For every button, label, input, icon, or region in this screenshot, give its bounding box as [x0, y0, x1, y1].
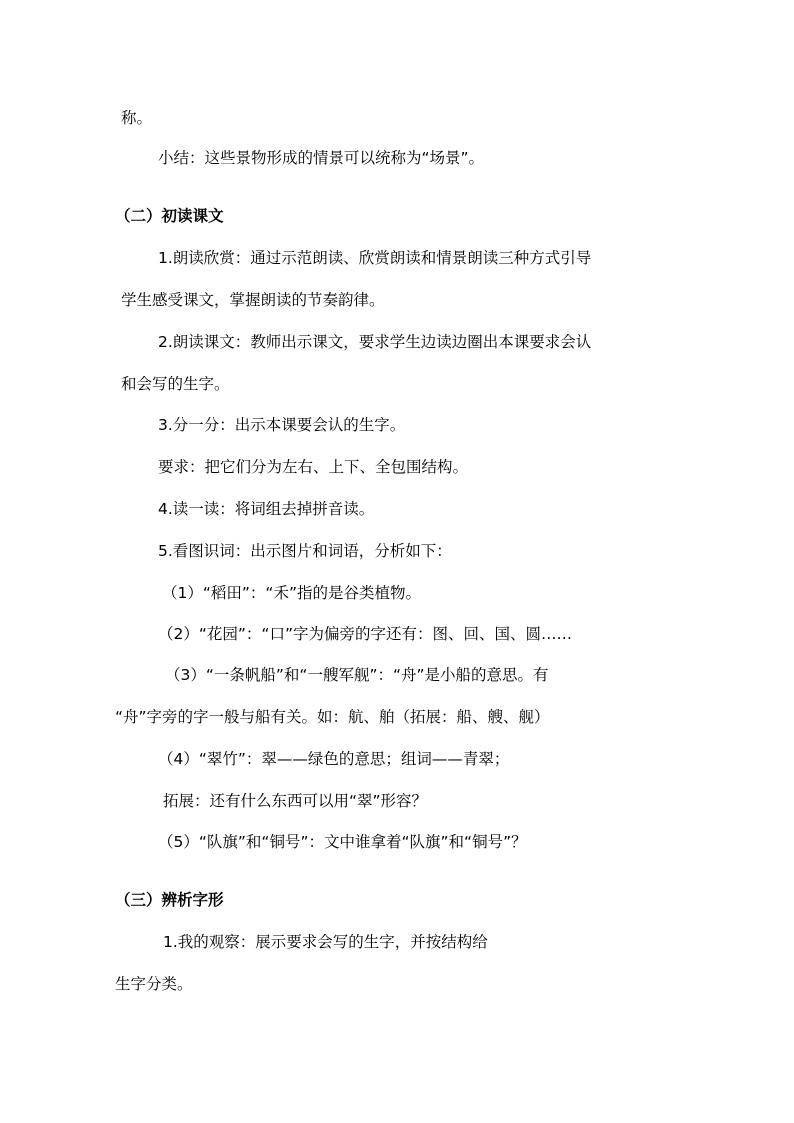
observe-line-2: 生字分类。: [115, 975, 193, 993]
section-heading-3: （三）辨析字形: [115, 891, 224, 909]
text-line: 称。: [121, 109, 153, 127]
step-2-line-1: 2.朗读课文：教师出示课文，要求学生边读边圈出本课要求会认: [158, 333, 592, 351]
requirement-line: 要求：把它们分为左右、上下、全包围结构。: [158, 458, 469, 476]
extension-line: 拓展：还有什么东西可以用“翠”形容？: [163, 792, 428, 810]
summary-line: 小结：这些景物形成的情景可以统称为“场景”。: [158, 149, 485, 167]
observe-line-1: 1.我的观察：展示要求会写的生字，并按结构给: [163, 933, 488, 951]
analysis-item-1: （1）“稻田”：“禾”指的是谷类植物。: [162, 584, 421, 602]
analysis-item-4: （4）“翠竹”：翠——绿色的意思；组词——青翠；: [158, 750, 510, 768]
step-5-line: 5.看图识词：出示图片和词语，分析如下：: [158, 542, 452, 560]
step-4-line: 4.读一读：将词组去掉拼音读。: [158, 500, 375, 518]
step-2-line-2: 和会写的生字。: [121, 375, 230, 393]
analysis-item-2: （2）“花园”：“口”字为偏旁的字还有：图、回、国、圆……: [158, 625, 572, 643]
analysis-item-5: （5）“队旗”和“铜号”：文中谁拿着“队旗”和“铜号”？: [158, 833, 527, 851]
analysis-item-3-line-2: “舟”字旁的字一般与船有关。如：航、舶（拓展：船、艘、舰）: [115, 708, 550, 726]
step-1-line-2: 学生感受课文，掌握朗读的节奏韵律。: [121, 291, 385, 309]
analysis-item-3-line-1: （3）“一条帆船”和“一艘军舰”：“舟”是小船的意思。有: [165, 666, 549, 684]
step-1-line-1: 1.朗读欣赏：通过示范朗读、欣赏朗读和情景朗读三种方式引导: [158, 249, 592, 267]
section-heading-2: （二）初读课文: [115, 207, 224, 225]
step-3-line: 3.分一分：出示本课要会认的生字。: [158, 416, 406, 434]
